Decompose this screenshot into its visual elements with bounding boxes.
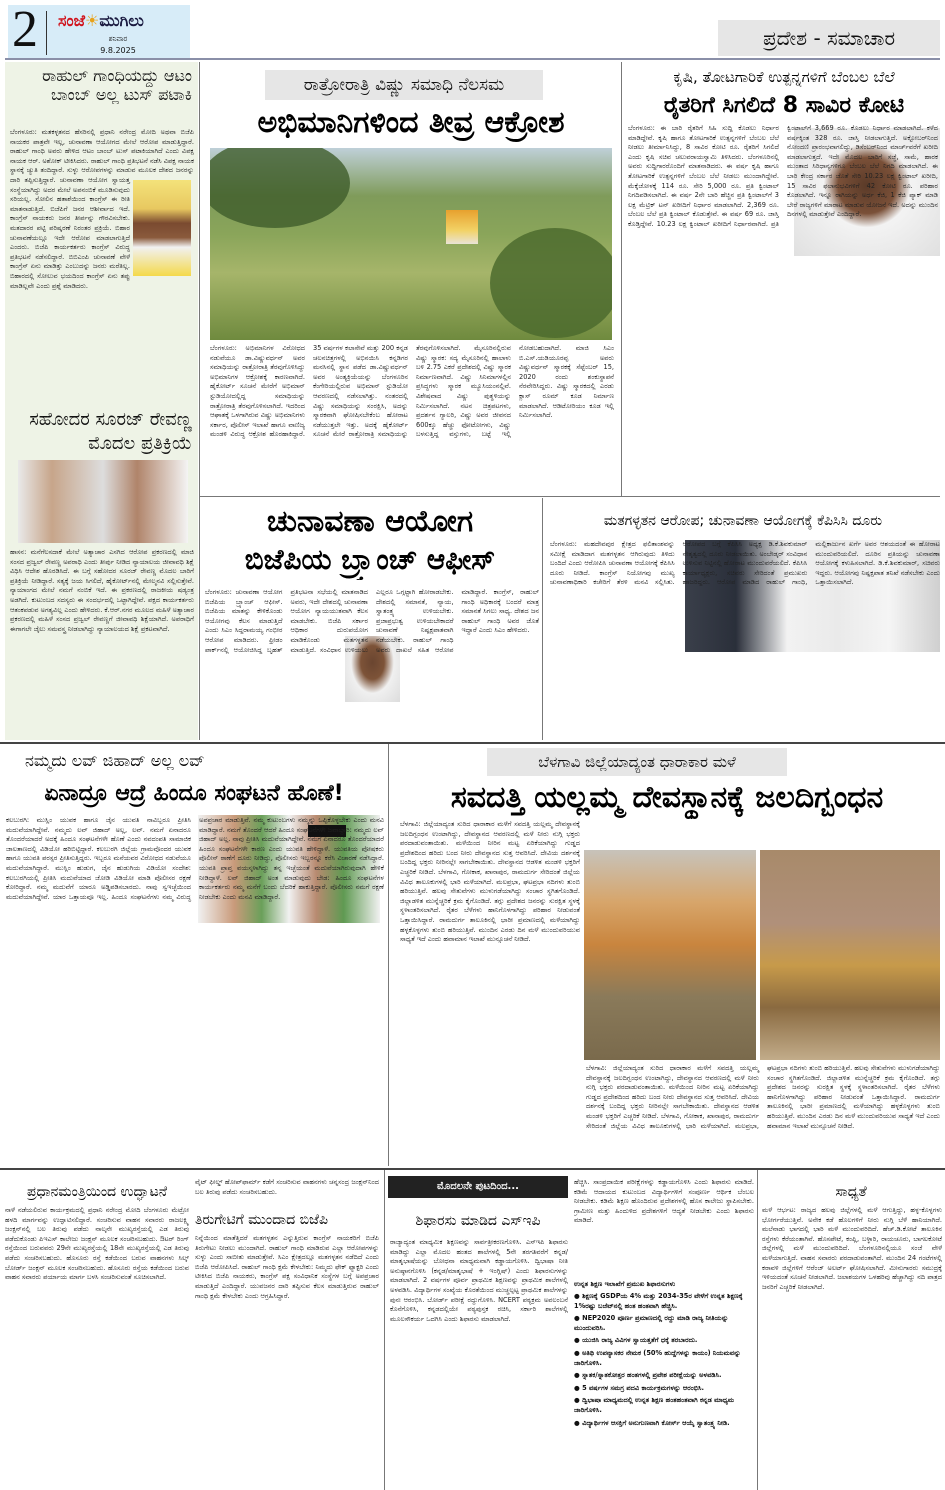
suraj-body: ಹಾಸನ: ಮನೆಗೆಲಸದಾಕೆ ಮೇಲೆ ಅತ್ಯಾಚಾರ ಎಸಗಿದ ಆರೋಪ ಪ್ರಕರಣದಲ್ಲಿ ಮಾಜಿ ಸಂಸದ ಪ್ರಜ್ವಲ್ ರೇವಣ್ಣ ಅಪರಾಧಿ ಎಂದು ತೀರ್ಪು ನೀಡಿದ ನ್ಯಾಯಾಲಯ ಜೀವಾವಧಿ ಶಿಕ್ಷೆ ವಿಧಿಸಿ ಆದೇಶ ಹೊರಡಿಸಿದೆ. ಈ ಬಗ್ಗೆ ಸಹೋದರ ಸೂರಜ್ ರೇವಣ್ಣ ಮೊದಲ ಬಾರಿಗೆ ಪ್ರತಿಕ್ರಿಯೆ ನೀಡಿದ್ದಾರೆ. ಸತ್ಯಕ್ಕೆ ಜಯ ಸಿಗಲಿದೆ, ಹೈಕೋರ್ಟ್‌ನಲ್ಲಿ ಮೇಲ್ಮನವಿ ಸಲ್ಲಿಸುತ್ತೇವೆ. ನ್ಯಾಯಾಂಗದ ಮೇಲೆ ನಮಗೆ ನಂಬಿಕೆ ಇದೆ. ಈ ಪ್ರಕರಣದಲ್ಲಿ ರಾಜಕೀಯ ಷಡ್ಯಂತ್ರ ಅಡಗಿದೆ. ಕುಟುಂಬದ ಸದಸ್ಯರು ಈ ಸಂದರ್ಭದಲ್ಲಿ ಒಟ್ಟಾಗಿದ್ದೇವೆ. ಪಕ್ಷದ ಕಾರ್ಯಕರ್ತರು ಆತಂಕಪಡುವ ಅಗತ್ಯವಿಲ್ಲ ಎಂದು ಹೇಳಿದರು. ಕೆ.ಆರ್.ನಗರ ಮೂಲದ ಮಹಿಳೆ ಅತ್ಯಾಚಾರ ಪ್ರಕರಣದಲ್ಲಿ ಮಹಿಳೆ ಸಂಸದ ಪ್ರಜ್ವಲ್ ರೇವಣ್ಣಗೆ ಜೀವಾವಧಿ ಶಿಕ್ಷೆಯಾಗಿದೆ. ಅಪರಾಧಿಗೆ ಈಗಾಗಲೇ ಜೈಲು ಸಮವಸ್ತ್ರ ನೀಡಲಾಗಿದ್ದು ನ್ಯಾಯಾಲಯದ ಶಿಕ್ಷೆ ಪ್ರಕಟವಾಗಿದೆ. [10,548,194,633]
memorial-structure [446,210,478,244]
flood-water-photo [760,850,940,1060]
kpcc-headline: ಮತಗಳ್ಳತನ ಆರೋಪ; ಚುನಾವಣಾ ಆಯೋಗಕ್ಕೆ ಕೆಪಿಸಿಸಿ ದೂರು [603,513,883,529]
election-headline-1: ಚುನಾವಣಾ ಆಯೋಗ [266,504,474,539]
rain-body: ಮಳೆ ಆರ್ಭಟ: ರಾಜ್ಯದ ಹಲವು ಜಿಲ್ಲೆಗಳಲ್ಲಿ ಮಳೆ ಆಗುತ್ತಿದ್ದು, ಹಳ್ಳ-ಕೊಳ್ಳಗಳು ಭೋರ್ಗರೆಯುತ್ತಿವೆ. ಅನೇಕ ಕಡೆ ಹೊಲಗಳಿಗೆ ನೀರು ನುಗ್ಗಿ ಬೆಳೆ ಹಾನಿಯಾಗಿದೆ. ಮಲೆನಾಡು ಭಾಗದಲ್ಲಿ ಭಾರಿ ಮಳೆ ಮುಂದುವರಿದಿದೆ. ಹೆಚ್.ಡಿ.ಕೋಟೆ ತಾಲೂಕಿನ ರಸ್ತೆಗಳು ಕೆರೆಯಂತಾಗಿವೆ. ಹೊಸಪೇಟೆ, ಕಂಪ್ಲಿ, ಬಳ್ಳಾರಿ, ರಾಯಚೂರು, ಬಾಗಲಕೋಟೆ ಜಿಲ್ಲೆಗಳಲ್ಲಿ ಮಳೆ ಮುಂದುವರಿದಿದೆ. ಬೆಂಗಳೂರಿನಲ್ಲಿಯೂ ಸಂಜೆ ವೇಳೆ ಮಳೆಯಾಗುತ್ತಿದೆ. ವಾಹನ ಸವಾರರು ಪರದಾಡುವಂತಾಗಿದೆ. ಮುಂದಿನ 24 ಗಂಟೆಗಳಲ್ಲಿ ಕರಾವಳಿ ಜಿಲ್ಲೆಗಳಿಗೆ ಆರೆಂಜ್ ಅಲರ್ಟ್ ಘೋಷಿಸಲಾಗಿದೆ. ಮೀನುಗಾರರು ಸಮುದ್ರಕ್ಕೆ ಇಳಿಯದಂತೆ ಸೂಚನೆ ನೀಡಲಾಗಿದೆ. ಜಲಾಶಯಗಳ ಒಳಹರಿವು ಹೆಚ್ಚಾಗಿದ್ದು ನದಿ ಪಾತ್ರದ ಜನರಿಗೆ ಎಚ್ಚರಿಕೆ ನೀಡಲಾಗಿದೆ. [762,1206,942,1291]
savadatti-body: ಬೆಳಗಾವಿ: ಜಿಲ್ಲೆಯಾದ್ಯಂತ ಸುರಿದ ಧಾರಾಕಾರ ಮಳೆಗೆ ಸವದತ್ತಿ ಯಲ್ಲಮ್ಮ ದೇವಸ್ಥಾನಕ್ಕೆ ಜಲದಿಗ್ಬಂಧನ ಉಂಟಾಗಿದ್ದು, ದೇವಸ್ಥಾನದ ಆವರಣದಲ್ಲಿ ಮಳೆ ನೀರು ನುಗ್ಗಿ ಭಕ್ತರು ಪರದಾಡುವಂತಾಯಿತು. ಮಳೆಯಿಂದ ನೀರಿನ ಮಟ್ಟ ಏರಿಕೆಯಾಗಿದ್ದು ಗುಡ್ಡದ ಪ್ರದೇಶದಿಂದ ಹರಿದು ಬಂದ ನೀರು ದೇವಸ್ಥಾನದ ಸುತ್ತ ಆವರಿಸಿದೆ. ದೇವಿಯ ದರ್ಶನಕ್ಕೆ ಬಂದಿದ್ದ ಭಕ್ತರು ನೀರಿನಲ್ಲೇ ಸಾಗಬೇಕಾಯಿತು. ದೇವಸ್ಥಾನದ ಆಡಳಿತ ಮಂಡಳಿ ಭಕ್ತರಿಗೆ ಎಚ್ಚರಿಕೆ ನೀಡಿದೆ. ಬೆಳಗಾವಿ, ಗೋಕಾಕ, ಖಾನಾಪುರ, ರಾಮದುರ್ಗ ಸೇರಿದಂತೆ ಜಿಲ್ಲೆಯ ವಿವಿಧ ತಾಲೂಕುಗಳಲ್ಲಿ ಭಾರಿ ಮಳೆಯಾಗಿದೆ. ಮಲಪ್ರಭಾ, ಘಟಪ್ರಭಾ ನದಿಗಳು ತುಂಬಿ ಹರಿಯುತ್ತಿವೆ. ಹಲವು ಸೇತುವೆಗಳು ಮುಳುಗಡೆಯಾಗಿದ್ದು ಸಂಚಾರ ಸ್ಥಗಿತಗೊಂಡಿದೆ. ಜಿಲ್ಲಾಡಳಿತ ಮುನ್ನೆಚ್ಚರಿಕೆ ಕ್ರಮ ಕೈಗೊಂಡಿದೆ. ತಗ್ಗು ಪ್ರದೇಶದ ಜನರನ್ನು ಸುರಕ್ಷಿತ ಸ್ಥಳಕ್ಕೆ ಸ್ಥಳಾಂತರಿಸಲಾಗಿದೆ. ರೈತರ ಬೆಳೆಗಳು ಹಾನಿಗೊಳಗಾಗಿದ್ದು ಪರಿಹಾರ ನೀಡುವಂತೆ ಒತ್ತಾಯಿಸಿದ್ದಾರೆ. ರಾಮದುರ್ಗ ತಾಲೂಕಿನಲ್ಲಿ ಭಾರೀ ಪ್ರಮಾಣದಲ್ಲಿ ಮಳೆಯಾಗಿದ್ದು ಹಳ್ಳಕೊಳ್ಳಗಳು ತುಂಬಿ ಹರಿಯುತ್ತಿವೆ. ಮುಂದಿನ ಎರಡು ದಿನ ಮಳೆ ಮುಂದುವರಿಯುವ ಸಾಧ್ಯತೆ ಇದೆ ಎಂದು ಹವಾಮಾನ ಇಲಾಖೆ ಮುನ್ಸೂಚನೆ ನೀಡಿದೆ. [400,820,580,944]
love-kicker: ನಮ್ಮದು ಲವ್ ಜಿಹಾದ್ ಅಲ್ಲ ಲವ್ [25,751,205,770]
pm-headline: ಪ್ರಧಾನಮಂತ್ರಿಯಿಂದ ಉದ್ಘಾಟನೆ [26,1184,168,1200]
paper-name [58,11,144,31]
masthead-divider [46,11,47,55]
bullet-text: ಸ್ನಾತಕ/ಸ್ನಾತಕೋತ್ತರ ಹಂತಗಳಲ್ಲಿ ಪ್ರವೇಶ ಪರೀಕ್ಷೆಯನ್ನು ಅಳವಡಿಸಿ. [582,1371,722,1380]
bullet-text: ದ್ವಿಭಾಷಾ ಮಾಧ್ಯಮದಲ್ಲಿ ಉನ್ನತ ಶಿಕ್ಷಣ ಹಂತಹಂತವಾಗಿ ಕನ್ನಡ ಮಾಧ್ಯಮ ಜಾರಿಗೊಳಿಸಿ. [574,1396,735,1414]
continued-banner: ಮೊದಲನೇ ಪುಟದಿಂದ... [388,1176,568,1198]
bullet-text: ಯುಜಿಸಿ ರಾಜ್ಯ ವಿವಿಗಳ ಸ್ವಾಯತ್ತತೆಗೆ ಧಕ್ಕೆ ತರಬಾರದು. [582,1336,698,1345]
farmers-body: ಬೆಂಗಳೂರು: ಈ ಬಾರಿ ರೈತರಿಗೆ ಸಿಹಿ ಸುದ್ದಿ ಕೊಡಲು ನಿರ್ಧಾರ ಮಾಡಿದ್ದೇವೆ. ಕೃಷಿ ಹಾಗೂ ತೋಟಗಾರಿಕೆ ಉತ್ಪನ್ನಗಳಿಗೆ ಬೆಂಬಲ ಬೆಲೆ ನೀಡಲು ತೀರ್ಮಾನಿಸಿದ್ದು, 8 ಸಾವಿರ ಕೋಟಿ ರೂ. ರೈತರಿಗೆ ಸಿಗಲಿದೆ ಎಂದು ಕೃಷಿ ಸಚಿವ ಚಲುವರಾಯಸ್ವಾಮಿ ತಿಳಿಸಿದರು. ಬೆಂಗಳೂರಿನಲ್ಲಿ ಅವರು ಸುದ್ದಿಗಾರರೊಂದಿಗೆ ಮಾತನಾಡಿದರು. ಈ ವರ್ಷ ಕೃಷಿ ಹಾಗೂ ತೋಟಗಾರಿಕೆ ಉತ್ಪನ್ನಗಳಿಗೆ ಬೆಂಬಲ ಬೆಲೆ ನೀಡಲು ಮುಂದಾಗಿದ್ದೇವೆ. ಮೆಕ್ಕೆಜೋಳಕ್ಕೆ 114 ರೂ. ಸೇರಿ 5,000 ರೂ. ಪ್ರತಿ ಕ್ವಿಂಟಾಲ್ ನಿಗದಿಪಡಿಸಲಾಗಿದೆ. ಈ ವರ್ಷ 2ನೇ ಬಾರಿ ಹೆಚ್ಚಿನ ಪ್ರತಿ ಕ್ವಿಂಟಾಲ್‌ಗೆ 3 ಲಕ್ಷ ಮೆಟ್ರಿಕ್ ಟನ್ ಖರೀದಿಗೆ ನಿರ್ಧಾರ ಮಾಡಲಾಗಿದೆ. 2,369 ರೂ. ಬೆಂಬಲ ಬೆಲೆ ಪ್ರತಿ ಕ್ವಿಂಟಾಲ್ ಕೊಡುತ್ತೇವೆ. ಈ ವರ್ಷ 69 ರೂ. ಜಾಸ್ತಿ ಕೊಡ್ತಿದ್ದೇವೆ. 10.23 ಲಕ್ಷ ಕ್ವಿಂಟಾಲ್ ಖರೀದಿಗೆ ನಿರ್ಧಾರವಾಗಿದೆ. ಪ್ರತಿ ಕ್ವಿಂಟಾಲ್‌ಗೆ 3,669 ರೂ. ಕೊಡಲು ನಿರ್ಧಾರ ಮಾಡಲಾಗಿದೆ. ಕಳೆದ ವರ್ಷಕ್ಕಿಂತ 328 ರೂ. ಜಾಸ್ತಿ ನೀಡಲಾಗುತ್ತಿದೆ. ಅಕ್ಟೋಬರ್‌ನಿಂದ ನೋಂದಣಿ ಪ್ರಾರಂಭವಾಗಲಿದ್ದು, ಡಿಸೆಂಬರ್‌ನಿಂದ ಮಾರ್ಚ್‌ವರೆಗೆ ಖರೀದಿ ಮಾಡಲಾಗುತ್ತದೆ. ಇದೇ ಮೊದಲ ಬಾರಿಗೆ ಸಜ್ಜೆ, ಸಾಮೆ, ಹಾರಕ ಮುಂತಾದ ಸಿರಿಧಾನ್ಯಗಳಿಗೂ ಬೆಂಬಲ ಬೆಲೆ ನಿಗದಿ ಮಾಡಲಾಗಿದೆ. ಈ ಬಾರಿ ಕೇಂದ್ರ ಸರ್ಕಾರ ಜೊತೆ ಸೇರಿ 10.23 ಲಕ್ಷ ಕ್ವಿಂಟಾಲ್ ಖರೀದಿ, 15 ಸಾವಿರ ಫಲಾನುಭವಿಗಳಿಗೆ 42 ಕೋಟಿ ರೂ. ಪರಿಹಾರ ಕೊಡಲಾಗಿದೆ. ಇನ್ನೂ ರಾಗಿಯನ್ನು ಅರ್ಧ ಕೆಜಿ, 1 ಕೆಜಿ ಪ್ಯಾಕ್ ಮಾಡಿ ಬೇರೆ ರಾಜ್ಯಗಳಿಗೆ ಮಾರಾಟ ಮಾಡುವ ಯೋಜನೆ ಇದೆ. ಅದನ್ನು ಮುಂದಿನ ದಿನಗಳಲ್ಲಿ ಮಾಡುತ್ತೇವೆ ಎಂದಿದ್ದಾರೆ. [628,124,938,228]
bjp-lead: ವೈಟ್ ಫೀಲ್ಡ್ ಹೋಪ್‌ಫಾರ್ಮ್ ಕಡೆಗೆ ಸಂಚರಿಸುವ ವಾಹನಗಳು ಚನ್ನಸಂದ್ರ ಜಂಕ್ಷನ್‌ನಿಂದ ಬಲ ತಿರುವು ಪಡೆದು ಸಂಚರಿಸಬಹುದು. [195,1178,379,1196]
pm-body: ನಾಳೆ ನಡೆಯಲಿರುವ ಕಾರ್ಯಕ್ರಮದಲ್ಲಿ ಪ್ರಧಾನಿ ನರೇಂದ್ರ ಮೋದಿ ಬೆಂಗಳೂರು ಮೆಟ್ರೋ ಹಳದಿ ಮಾರ್ಗವನ್ನು ಉದ್ಘಾಟಿಸಲಿದ್ದಾರೆ. ಸಂಚರಿಸುವ ವಾಹನ ಸವಾರರು ರಾಜಲಕ್ಷ್ಮಿ ಜಂಕ್ಷನ್‌ನಲ್ಲಿ ಬಲ ತಿರುವು ಪಡೆದು ನಾಲ್ಕನೇ ಮುಖ್ಯರಸ್ತೆಯಲ್ಲಿ ಎಡ ತಿರುವು ಪಡೆದುಕೊಂಡು ಪಿಇಎಸ್ ಕಾಲೇಜು ಜಂಕ್ಷನ್ ಮೂಲಕ ಸಂಚರಿಸಬಹುದು. ಔಟರ್ ರಿಂಗ್ ರಸ್ತೆಯಿಂದ ಬರುವವರು 29ನೇ ಮುಖ್ಯರಸ್ತೆಯಲ್ಲಿ 18ನೇ ಮುಖ್ಯರಸ್ತೆಯಲ್ಲಿ ಎಡ ತಿರುವು ಪಡೆದು ಸಂಚರಿಸಬಹುದು. ಹೊಸೂರು ರಸ್ತೆ ಕಡೆಯಿಂದ ಬರುವ ವಾಹನಗಳು ಸಿಲ್ಕ್ ಬೋರ್ಡ್ ಜಂಕ್ಷನ್ ಮೂಲಕ ಸಂಚರಿಸಬಹುದು. ಹೊಸೂರು ರಸ್ತೆಯ ಕಡೆಯಿಂದ ಬರುವ ವಾಹನ ಸವಾರರು ಪರ್ಯಾಯ ಮಾರ್ಗ ಬಳಸಿ ಸಂಚರಿಸುವಂತೆ ಸೂಚಿಸಲಾಗಿದೆ. [5,1206,189,1282]
col-divider [542,498,543,740]
page-number: 2 [12,1,38,58]
revanna-brothers-photo [18,460,188,543]
love-body: ಕಲಬುರಗಿ: ಮುಸ್ಲಿಂ ಯುವಕ ಹಾಗೂ ಜೈನ ಯುವತಿ ನಾವಿಬ್ಬರೂ ಪ್ರೀತಿಸಿ ಮದುವೆಯಾಗಿದ್ದೇವೆ. ನಮ್ಮದು ಲವ್ ಜಿಹಾದ್ ಅಲ್ಲ, ಲವ್. ನಮಗೆ ಏನಾದರೂ ತೊಂದರೆಯಾದರೆ ಅದಕ್ಕೆ ಹಿಂದೂ ಸಂಘಟನೆಗಳೇ ಹೊಣೆ ಎಂದು ನವದಂಪತಿ ಸಾಮಾಜಿಕ ಜಾಲತಾಣದಲ್ಲಿ ವಿಡಿಯೋ ಹರಿಬಿಟ್ಟಿದ್ದಾರೆ. ಕಲಬುರಗಿ ಜಿಲ್ಲೆಯ ಗ್ರಾಮವೊಂದರ ಯುವಕ ಹಾಗೂ ಯುವತಿ ಪರಸ್ಪರ ಪ್ರೀತಿಸುತ್ತಿದ್ದರು. ಇಬ್ಬರೂ ಮನೆಯವರ ವಿರೋಧದ ನಡುವೆಯೂ ಮದುವೆಯಾಗಿದ್ದಾರೆ. ಮುಸ್ಲಿಂ ಹುಡುಗ, ಜೈನ ಹುಡುಗಿಯ ವಿಡಿಯೋ ಸಂದೇಶ: ಕಲಬುರಗಿಯಲ್ಲಿ ಪ್ರೀತಿಸಿ ಮದುವೆಯಾದ ಜೋಡಿ ವಿಡಿಯೋ ಮಾಡಿ ಪೊಲೀಸರ ರಕ್ಷಣೆ ಕೋರಿದ್ದಾರೆ. ನಮ್ಮ ಮದುವೆಗೆ ಯಾರೂ ಅಡ್ಡಿಪಡಿಸಬಾರದು. ನಾವು ಸ್ವಇಚ್ಛೆಯಿಂದ ಮದುವೆಯಾಗಿದ್ದೇವೆ. ಯಾರ ಒತ್ತಾಯವೂ ಇಲ್ಲ. ಹಿಂದೂ ಸಂಘಟನೆಗಳು ನಮ್ಮ ವಿರುದ್ಧ ಅಪಪ್ರಚಾರ ಮಾಡುತ್ತಿವೆ. ನಮ್ಮ ಕುಟುಂಬಗಳು ನಮ್ಮನ್ನು ಒಪ್ಪಿಕೊಳ್ಳಬೇಕು ಎಂದು ಮನವಿ ಮಾಡಿದ್ದಾರೆ. ನಮಗೆ ತೊಂದರೆ ಆದರೆ ಹಿಂದೂ ಸಂಘಟನೆಗಳೇ ಜವಾಬ್ದಾರಿ: ನಮ್ಮದು ಲವ್ ಜಿಹಾದ್ ಅಲ್ಲ. ನಾವು ಪ್ರೀತಿಸಿ ಮದುವೆಯಾಗಿದ್ದೇವೆ. ನಮಗೆ ಏನಾದರೂ ತೊಂದರೆಯಾದರೆ ಹಿಂದೂ ಸಂಘಟನೆಗಳೇ ಕಾರಣ ಎಂದು ಯುವತಿ ಹೇಳಿದ್ದಾಳೆ. ಯುವತಿಯ ಪೋಷಕರು ಪೊಲೀಸ್ ಠಾಣೆಗೆ ದೂರು ನೀಡಿದ್ದು, ಪೊಲೀಸರು ಇಬ್ಬರನ್ನೂ ಕರೆಸಿ ವಿಚಾರಣೆ ನಡೆಸಿದ್ದಾರೆ. ಯುವತಿ ಪ್ರಾಪ್ತ ವಯಸ್ಕಳಾಗಿದ್ದು ತನ್ನ ಇಚ್ಛೆಯಂತೆ ಮದುವೆಯಾಗಿರುವುದಾಗಿ ಹೇಳಿಕೆ ನೀಡಿದ್ದಾಳೆ. ಲವ್ ಜಿಹಾದ್ ಅಂತ ಮಾಡುವುದು ಬೇಡ: ಹಿಂದೂ ಸಂಘಟನೆಗಳ ಕಾರ್ಯಕರ್ತರು ನಮ್ಮ ಮನೆಗೆ ಬಂದು ಬೆದರಿಕೆ ಹಾಕುತ್ತಿದ್ದಾರೆ. ಪೊಲೀಸರು ನಮಗೆ ರಕ್ಷಣೆ ನೀಡಬೇಕು ಎಂದು ಮನವಿ ಮಾಡಿದ್ದಾರೆ. [6,816,384,901]
edu-bullet: ● ಶಿಕ್ಷಣಕ್ಕೆ GSDPಯ 4% ಮತ್ತು 2034-35ರ ವೇಳೆಗೆ ಉನ್ನತ ಶಿಕ್ಷಣಕ್ಕೆ 1%ರಷ್ಟು ಬಜೆಟ್‌ನಲ್ಲಿ ಹಂತ ಹಂತವಾಗಿ ಹೆಚ್ಚಿಸಿ. [574,1292,743,1310]
edu-bullet: ● ದ್ವಿಭಾಷಾ ಮಾಧ್ಯಮದಲ್ಲಿ ಉನ್ನತ ಶಿಕ್ಷಣ ಹಂತಹಂತವಾಗಿ ಕನ್ನಡ ಮಾಧ್ಯಮ ಜಾರಿಗೊಳಿಸಿ. [574,1396,735,1414]
savadatti-kicker: ಬೆಳಗಾವಿ ಜಿಲ್ಲೆಯಾದ್ಯಂತ ಧಾರಾಕಾರ ಮಳೆ [487,748,787,776]
col-divider [384,1170,385,1490]
edu-bullet-list [574,1292,754,1488]
edu-bullet: ● ಸ್ನಾತಕ/ಸ್ನಾತಕೋತ್ತರ ಹಂತಗಳಲ್ಲಿ ಪ್ರವೇಶ ಪರೀಕ್ಷೆಯನ್ನು ಅಳವಡಿಸಿ. [574,1371,722,1380]
edu-body: ಹೆಚ್ಚಿಸಿ. ಸಾಂಪ್ರದಾಯಿಕ ಪರೀಕ್ಷೆಗಳನ್ನು ಕಡ್ಡಾಯಗೊಳಿಸಿ ಎಂದು ಶಿಫಾರಸು ಮಾಡಿದೆ. ಕಡಿಮೆ ಆದಾಯದ ಕುಟುಂಬದ ವಿದ್ಯಾರ್ಥಿಗಳಿಗೆ ಸಂಪೂರ್ಣ ಆರ್ಥಿಕ ಬೆಂಬಲ ನೀಡಬೇಕು. ಕಡಿಮೆ ಶಿಕ್ಷಣ ಹೊಂದಿರುವ ಪ್ರದೇಶಗಳಲ್ಲಿ ಹೊಸ ಕಾಲೇಜು ಸ್ಥಾಪಿಸಬೇಕು. ಗ್ರಾಮೀಣ ಮತ್ತು ಹಿಂದುಳಿದ ಪ್ರದೇಶಗಳಿಗೆ ಆದ್ಯತೆ ನೀಡಬೇಕು ಎಂದು ಶಿಫಾರಸು ಮಾಡಿದೆ. [574,1178,754,1225]
election-body: ಬೆಂಗಳೂರು: ಚುನಾವಣಾ ಆಯೋಗ ಬಿಜೆಪಿಯ ಬ್ರ್ಯಾಂಚ್ ಆಫೀಸ್. ಬಿಜೆಪಿಯ ಮಾತನ್ನು ಕೇಳಿಕೊಂಡು ಆಯೋಗವು ಕೆಲಸ ಮಾಡುತ್ತಿದೆ ಎಂದು ಸಿಎಂ ಸಿದ್ದರಾಮಯ್ಯ ಗಂಭೀರ ಆರೋಪ ಮಾಡಿದರು. ಫ್ರೀಡಂ ಪಾರ್ಕ್‌ನಲ್ಲಿ ಆಯೋಜಿಸಿದ್ದ ಬೃಹತ್ ಪ್ರತಿಭಟನಾ ಸಭೆಯಲ್ಲಿ ಮಾತನಾಡಿದ ಅವರು, ಇದೇ ದೇಶದಲ್ಲಿ ಚುನಾವಣಾ ಆಯೋಗ ನ್ಯಾಯಯುತವಾಗಿ ಕೆಲಸ ಮಾಡಬೇಕು. ಬಿಜೆಪಿ ಸರ್ಕಾರ ಆಧಿಕಾರ ದುರುಪಯೋಗ ಮಾಡಿಕೊಂಡು ಮತಗಳ್ಳತನ ಮಾಡುತ್ತಿದೆ. ಸಂವಿಧಾನ ಉಳಿಯಲು ಎಲ್ಲರೂ ಒಗ್ಗಟ್ಟಾಗಿ ಹೋರಾಡಬೇಕು. ದೇಶದಲ್ಲಿ ಸಮಾನತೆ, ನ್ಯಾಯ, ಸ್ವಾತಂತ್ರ್ಯ ಉಳಿಯಬೇಕು. ಪ್ರಜಾಪ್ರಭುತ್ವ ಉಳಿಯಬೇಕಾದರೆ ಚುನಾವಣೆ ನಿಷ್ಪಕ್ಷಪಾತವಾಗಿ ನಡೆಯಬೇಕು. ರಾಹುಲ್ ಗಾಂಧಿ ಅವರು ದಾಖಲೆ ಸಹಿತ ಆರೋಪ ಮಾಡಿದ್ದಾರೆ. ಕಾಂಗ್ರೆಸ್, ರಾಹುಲ್ ಗಾಂಧಿ ಅಧಿಕಾರಕ್ಕೆ ಬಂದರೆ ಮಾತ್ರ ಸಮಾನತೆ ಸಿಗಲು ಸಾಧ್ಯ. ದೇಶದ ಜನ ರಾಹುಲ್ ಗಾಂಧಿ ಅವರ ಜೊತೆ ಇದ್ದಾರೆ ಎಂದು ಸಿಎಂ ಹೇಳಿದರು. [205,588,539,654]
masthead-day: ಶನಿವಾರ [108,35,128,43]
section-rule [0,742,945,744]
sep-body: ರಾಜ್ಯಾದ್ಯಂತ ಮಾಧ್ಯಮಿಕ ಶಿಕ್ಷಣವನ್ನು ಸಾರ್ವತ್ರೀಕರಣಗೊಳಿಸಿ. ಎಸ್‌ಇಪಿ ಶಿಫಾರಸು ಮಾಡಿದ್ದು ಎಲ್ಲಾ ಮೊದಲ ಹಂತದ ಶಾಲೆಗಳಲ್ಲಿ 5ನೇ ತರಗತಿವರೆಗೆ ಕನ್ನಡ/ಮಾತೃಭಾಷೆಯನ್ನು ಬೋಧನಾ ಮಾಧ್ಯಮವಾಗಿ ಕಡ್ಡಾಯಗೊಳಿಸಿ. ದ್ವಿಭಾಷಾ ನೀತಿ ಅನುಷ್ಠಾನಗೊಳಿಸಿ (ಕನ್ನಡ/ಮಾತೃಭಾಷೆ + ಇಂಗ್ಲಿಷ್) ಎಂದು ಶಿಫಾರಸುಗಳನ್ನು ಮಾಡಲಾಗಿದೆ. 2 ವರ್ಷಗಳ ಪೂರ್ವ ಪ್ರಾಥಮಿಕ ಶಿಕ್ಷಣವನ್ನು ಪ್ರಾಥಮಿಕ ಶಾಲೆಗಳಲ್ಲಿ ಅಳವಡಿಸಿ. ವಿದ್ಯಾರ್ಥಿಗಳ ಸಂಖ್ಯೆಯ ಕೊರತೆಯಿಂದ ಮುಚ್ಚಲ್ಪಟ್ಟ ಪ್ರಾಥಮಿಕ ಶಾಲೆಗಳನ್ನು ಪುನಃ ಆರಂಭಿಸಿ. ಬೋರ್ಡ್ ಪರೀಕ್ಷೆ ರದ್ದುಗೊಳಿಸಿ. NCERT ಪಠ್ಯಕ್ರಮ ಅವಲಂಬನೆ ಕೊನೆಗೊಳಿಸಿ, ಕನ್ನಡದಲ್ಲಿಯೇ ಪಠ್ಯಪುಸ್ತಕ ರಚಿಸಿ, ಸರ್ಕಾರಿ ಶಾಲೆಗಳಲ್ಲಿ ಮೂಲಸೌಕರ್ಯ ಒದಗಿಸಿ ಎಂದು ಶಿಫಾರಸು ಮಾಡಲಾಗಿದೆ. [390,1238,568,1323]
sep-headline: ಶಿಫಾರಸು ಮಾಡಿದ ಎಸ್‌ಇಪಿ [415,1213,541,1229]
rahul-headline: ರಾಹುಲ್ ಗಾಂಧಿಯದ್ದು ಆಟಂ ಬಾಂಬ್ ಅಲ್ಲ ಟುಸ್ ಪಟಾಕಿ [42,66,192,104]
col-divider [621,62,622,496]
bottom-rule [0,1168,945,1170]
bullet-text: ವಿದ್ಯಾರ್ಥಿಗಳ ಆಸಕ್ತಿಗೆ ಅನುಗುಣವಾಗಿ ಕೋರ್ಸ್ ಆಯ್ಕೆ ಸ್ವಾತಂತ್ರ್ಯ ನೀಡಿ. [582,1418,730,1427]
suraj-headline: ಸಹೋದರ ಸೂರಜ್ ರೇವಣ್ಣ ಮೊದಲ ಪ್ರತಿಕ್ರಿಯೆ [29,409,192,454]
love-headline: ಏನಾದ್ರೂ ಆದ್ರೆ ಹಿಂದೂ ಸಂಘಟನೆ ಹೊಣೆ! [44,781,344,806]
mid-rule [200,496,940,497]
edu-bullet: ● NEP2020 ಪೂರ್ಣ ಪ್ರಮಾಣದಲ್ಲಿ ರದ್ದು ಮಾಡಿ ರಾಜ್ಯ ನೀತಿಯನ್ನು ಮುಂದುವರಿಸಿ. [574,1314,729,1332]
temple-flood-photo [584,850,756,1060]
bullet-text: ಅತಿಥಿ ಉಪನ್ಯಾಸಕರ ನೇಮಕ (50% ಹುದ್ದೆಗಳನ್ನು ಕಾಯಂ) ನಿಯಮವನ್ನು ಜಾರಿಗೊಳಿಸಿ. [574,1348,741,1367]
vishnu-memorial-photo [210,148,612,340]
edu-bullet: ● 5 ವರ್ಷಗಳ ಸಮಗ್ರ ಪದವಿ ಕಾರ್ಯಕ್ರಮಗಳನ್ನು ಆರಂಭಿಸಿ. [574,1383,705,1392]
savadatti-headline: ಸವದತ್ತಿ ಯಲ್ಲಮ್ಮ ದೇವಸ್ಥಾನಕ್ಕೆ ಜಲದಿಗ್ಬಂಧನ [450,780,884,815]
masthead-date: 9.8.2025 [100,46,136,55]
farmers-kicker: ಕೃಷಿ, ತೋಟಗಾರಿಕೆ ಉತ್ಪನ್ನಗಳಿಗೆ ಬೆಂಬಲ ಬೆಲೆ [673,68,895,86]
ashok-photo [133,180,191,276]
tree-left [210,148,350,228]
header-rule [5,58,940,60]
rahul-body: ಬೆಂಗಳೂರು: ಮತಕಳ್ಳತನದ ಹೆಸರಿನಲ್ಲಿ ಪ್ರಧಾನಿ ನರೇಂದ್ರ ಮೋದಿ ಅಥವಾ ಬಿಜೆಪಿ ನಾಯಕರ ಪಾತ್ರವೇ ಇಲ್ಲ, ಚುನಾವಣಾ ಆಯೋಗದ ಮೇಲೆ ಆರೋಪ ಮಾಡುತ್ತಿದ್ದಾರೆ. ರಾಹುಲ್ ಗಾಂಧಿ ಅವರು ಹೇಳಿದ ಆಟಂ ಬಾಂಬ್ ಟುಸ್ ಪಟಾಕಿಯಾಗಿದೆ ಎಂದು ವಿಪಕ್ಷ ನಾಯಕ ಆರ್. ಅಶೋಕ್ ಟೀಕಿಸಿದರು. ರಾಹುಲ್ ಗಾಂಧಿ ಪ್ರತಿಭಟನೆ ನಡೆಸಿ ವಿಪಕ್ಷ ನಾಯಕ ಸ್ಥಾನಕ್ಕೆ ಚ್ಯುತಿ ತಂದಿದ್ದಾರೆ. ಸುಳ್ಳು ಆರೋಪಗಳನ್ನು ಮಾಡುವ ಮೂಲಕ ದೇಶದ ಜನರನ್ನು ದಾರಿ ತಪ್ಪಿಸುತ್ತಿದ್ದಾರೆ. ಚುನಾವಣಾ ಆಯೋಗ ಸ್ವಾಯತ್ತ ಸಂಸ್ಥೆಯಾಗಿದ್ದು ಅದರ ಮೇಲೆ ಅಪನಂಬಿಕೆ ಮೂಡಿಸುವುದು ಸರಿಯಲ್ಲ. ಸೋಲಿನ ಹತಾಶೆಯಿಂದ ಕಾಂಗ್ರೆಸ್ ಈ ರೀತಿ ಮಾತನಾಡುತ್ತಿದೆ. ಬಿಜೆಪಿಗೆ ಜನರ ಆಶೀರ್ವಾದ ಇದೆ. ಕಾಂಗ್ರೆಸ್ ನಾಯಕರು ಜನರ ತೀರ್ಪನ್ನು ಗೌರವಿಸಬೇಕು. ಮತದಾರರ ಪಟ್ಟಿ ಪರಿಷ್ಕರಣೆ ನಿರಂತರ ಪ್ರಕ್ರಿಯೆ. ಬಿಹಾರ ಚುನಾವಣೆಯಲ್ಲೂ ಇದೇ ಆರೋಪ ಮಾಡಲಾಗುತ್ತಿದೆ ಎಂದರು. ಬಿಜೆಪಿ ಕಾರ್ಯಕರ್ತರು ಕಾಂಗ್ರೆಸ್ ವಿರುದ್ಧ ಪ್ರತಿಭಟನೆ ನಡೆಸಲಿದ್ದಾರೆ. ಬಿಬಿಎಂಪಿ ಚುನಾವಣೆ ವೇಳೆ ಕಾಂಗ್ರೆಸ್ ಏನು ಮಾಡಿತ್ತು ಎಂಬುದನ್ನು ಜನರು ಮರೆತಿಲ್ಲ. ಬಿಹಾರದಲ್ಲಿ ಸೋಲುವ ಭಯದಿಂದ ಕಾಂಗ್ರೆಸ್ ಏನು ತಪ್ಪು ಮಾಡಿಲ್ಲವೇ ಎಂದು ಪ್ರಶ್ನೆ ಮಾಡಿದರು. [10,128,194,290]
sun-palm-icon: ☀ [84,11,100,30]
section-tag: ಪ್ರದೇಶ - ಸಮಾಚಾರ [718,20,940,56]
bjp-headline: ತಿರುಗೇಟಿಗೆ ಮುಂದಾದ ಬಿಜೆಪಿ [195,1212,328,1228]
bullet-text: 5 ವರ್ಷಗಳ ಸಮಗ್ರ ಪದವಿ ಕಾರ್ಯಕ್ರಮಗಳನ್ನು ಆರಂಭಿಸಿ. [582,1383,705,1392]
col-divider [388,744,389,1166]
masthead [8,1,190,59]
election-headline-2: ಬಿಜೆಪಿಯ ಬ್ರ್ಯಾಂಚ್ ಆಫೀಸ್ [244,543,496,576]
vishnu-kicker: ರಾತ್ರೋರಾತ್ರಿ ವಿಷ್ಣು ಸಮಾಧಿ ನೆಲಸಮ [265,70,543,100]
edu-subhead: ಉನ್ನತ ಶಿಕ್ಷಣ ಇಲಾಖೆಗೆ ಪ್ರಮುಖ ಶಿಫಾರಸುಗಳು [574,1280,676,1288]
vishnu-body: ಬೆಂಗಳೂರು: ಅಭಿಮಾನಿಗಳ ವಿರೋಧದ ನಡುವೆಯೂ ಡಾ.ವಿಷ್ಣುವರ್ಧನ್ ಅವರ ಸಮಾಧಿಯನ್ನು ರಾತ್ರೋರಾತ್ರಿ ತೆರವುಗೊಳಿಸಿದ್ದು ಅಭಿಮಾನಿಗಳ ಆಕ್ರೋಶಕ್ಕೆ ಕಾರಣವಾಗಿದೆ. ಹೈಕೋರ್ಟ್ ಸೂಚನೆ ಮೇರೆಗೆ ಅಭಿಮಾನ್ ಸ್ಟುಡಿಯೋದಲ್ಲಿದ್ದ ಸಮಾಧಿಯನ್ನು ರಾತ್ರೋರಾತ್ರಿ ತೆರವುಗೊಳಿಸಲಾಗಿದೆ. ಇದರಿಂದ ಆಘಾತಕ್ಕೆ ಒಳಗಾಗಿರುವ ವಿಷ್ಣು ಅಭಿಮಾನಿಗಳು ಸರ್ಕಾರ, ಪೊಲೀಸ್ ಇಲಾಖೆ ಹಾಗೂ ವಾಣಿಜ್ಯ ಮಂಡಳಿ ವಿರುದ್ಧ ಆಕ್ರೋಶ ಹೊರಹಾಕಿದ್ದಾರೆ. 35 ವರ್ಷಗಳ ಕಲಾಸೇವೆ ಮತ್ತು 200 ಕನ್ನಡ ಚಲನಚಿತ್ರಗಳಲ್ಲಿ ಅಭಿನಯಿಸಿ ಕನ್ನಡಿಗರ ಮನಸಿನಲ್ಲಿ ಸ್ಥಾನ ಪಡೆದ ಡಾ.ವಿಷ್ಣುವರ್ಧನ್ ಅವರ ಅಂತ್ಯಕ್ರಿಯೆಯನ್ನು ಬೆಂಗಳೂರಿನ ಕೆಂಗೇರಿಯಲ್ಲಿರುವ ಅಭಿಮಾನ್ ಸ್ಟುಡಿಯೋ ಆವರಣದಲ್ಲಿ ನಡೆಸಲಾಗಿತ್ತು. ನಂತರದಲ್ಲಿ ವಿಷ್ಣು ಸಮಾಧಿಯನ್ನು ಸಂರಕ್ಷಿಸಿ, ಅದನ್ನು ಸ್ಮಾರಕವಾಗಿ ಘೋಷಿಸಬೇಕೆಂಬ ಹೋರಾಟ ನಡೆಯುತ್ತಲೇ ಇತ್ತು. ಅದಕ್ಕೆ ಹೈಕೋರ್ಟ್ ಸೂಚನೆ ಮೇರೆ ರಾತ್ರೋರಾತ್ರಿ ಸಮಾಧಿಯನ್ನು ತೆರವುಗೊಳಿಸಲಾಗಿದೆ. ಮೈಸೂರಿನಲ್ಲಿರುವ ವಿಷ್ಣು ಸ್ಮಾರಕ: ಸದ್ಯ ಮೈಸೂರಿನಲ್ಲಿ ಹಾಲಾಳು ಬಳಿ 2.75 ಎಕರೆ ಪ್ರದೇಶದಲ್ಲಿ ವಿಷ್ಣು ಸ್ಮಾರಕ ನಿರ್ಮಾಣವಾಗಿದೆ. ವಿಷ್ಣು ಸಿನಿಮಾಗಳಲ್ಲಿನ ಪ್ರಸಿದ್ಧಗಳು ಸ್ಮಾರಕ ಮ್ಯೂಸಿಯಂನಲ್ಲಿವೆ. ವಿಶೇಷವಾದ ವಿಷ್ಣು ಪುತ್ಥಳಿಯನ್ನು ನಿರ್ಮಿಸಲಾಗಿದೆ. ನಟನ ಚಿತ್ರಪಟಗಳು, ಪ್ರದರ್ಶನ ಗ್ಯಾಲರಿ, ವಿಷ್ಣು ಅವರ ಜೀವನದ 600ಕ್ಕೂ ಹೆಚ್ಚು ಫೋಟೋಗಳು, ವಿಷ್ಣು ಬಳಸುತ್ತಿದ್ದ ವಸ್ತುಗಳು, ಬಟ್ಟೆ ಇಲ್ಲಿ ನೋಡಬಹುದಾಗಿದೆ. ಮಾಜಿ ಸಿಎಂ ಬಿ.ಎಸ್.ಯಡಿಯೂರಪ್ಪ ಅವರು ವಿಷ್ಣುವರ್ಧನ್ ಸ್ಮಾರಕಕ್ಕೆ ಸೆಪ್ಟೆಂಬರ್ 15, 2020 ರಂದು ಶಂಕುಸ್ಥಾಪನೆ ನೆರವೇರಿಸಿದ್ದರು. ವಿಷ್ಣು ಸ್ಮಾರಕದಲ್ಲಿ ಎರಡು ಕ್ಲಾಸ್ ರೂಮ್ ಕೂಡ ನಿರ್ಮಾಣ ಮಾಡಲಾಗಿದೆ. ಆಡಿಟೋರಿಯಂ ಕೂಡ ಇಲ್ಲಿ ನಿರ್ಮಿಸಲಾಗಿದೆ. [210,344,614,439]
edu-bullet: ● ಅತಿಥಿ ಉಪನ್ಯಾಸಕರ ನೇಮಕ (50% ಹುದ್ದೆಗಳನ್ನು ಕಾಯಂ) ನಿಯಮವನ್ನು ಜಾರಿಗೊಳಿಸಿ. [574,1348,741,1367]
bullet-text: ಶಿಕ್ಷಣಕ್ಕೆ GSDPಯ 4% ಮತ್ತು 2034-35ರ ವೇಳೆಗೆ ಉನ್ನತ ಶಿಕ್ಷಣಕ್ಕೆ 1%ರಷ್ಟು ಬಜೆಟ್‌ನಲ್ಲಿ ಹಂತ ಹಂತವಾಗಿ ಹೆಚ್ಚಿಸಿ. [574,1292,743,1310]
vishnu-headline: ಅಭಿಮಾನಿಗಳಿಂದ ತೀವ್ರ ಆಕ್ರೋಶ [257,105,565,140]
paper-name-red: ಸಂಜೆ [58,11,85,30]
rain-headline: ಸಾಧ್ಯತೆ [835,1184,867,1200]
bullet-text: NEP2020 ಪೂರ್ಣ ಪ್ರಮಾಣದಲ್ಲಿ ರದ್ದು ಮಾಡಿ ರಾಜ್ಯ ನೀತಿಯನ್ನು ಮುಂದುವರಿಸಿ. [574,1314,729,1332]
edu-bullet: ● ಯುಜಿಸಿ ರಾಜ್ಯ ವಿವಿಗಳ ಸ್ವಾಯತ್ತತೆಗೆ ಧಕ್ಕೆ ತರಬಾರದು. [574,1336,698,1345]
col-divider [757,1170,758,1490]
edu-bullet: ● ವಿದ್ಯಾರ್ಥಿಗಳ ಆಸಕ್ತಿಗೆ ಅನುಗುಣವಾಗಿ ಕೋರ್ಸ್ ಆಯ್ಕೆ ಸ್ವಾತಂತ್ರ್ಯ ನೀಡಿ. [574,1418,730,1427]
tree-right [490,228,612,338]
farmers-headline: ರೈತರಿಗೆ ಸಿಗಲಿದೆ 8 ಸಾವಿರ ಕೋಟಿ [663,93,905,118]
kpcc-body: ಬೆಂಗಳೂರು: ಮಹದೇವಪುರ ಕ್ಷೇತ್ರದ ಫಲಿತಾಂಶವನ್ನು ಸಮೀಕ್ಷೆ ಮಾಡಿದಾಗ ಮತಗಳ್ಳತನ ಆಗಿರುವುದು ತಿಳಿದು ಬಂದಿದೆ ಎಂದು ಆರೋಪಿಸಿ ಚುನಾವಣಾ ಆಯೋಗಕ್ಕೆ ಕೆಪಿಸಿಸಿ ದೂರು ನೀಡಿದೆ. ಕಾಂಗ್ರೆಸ್ ನಿಯೋಗವು ಮುಖ್ಯ ಚುನಾವಣಾಧಿಕಾರಿ ಕಚೇರಿಗೆ ತೆರಳಿ ಮನವಿ ಸಲ್ಲಿಸಿತು. ಆರೋಪದ ಬಗ್ಗೆ ಕೆಪಿಸಿಸಿ ಅಧ್ಯಕ್ಷ ಡಿ.ಕೆ.ಶಿವಕುಮಾರ್ ನೇತೃತ್ವದಲ್ಲಿ ದೂರು ನೀಡಲಾಯಿತು. ಅಂಬೇಡ್ಕರ್ ಸಂವಿಧಾನ ಉಳಿಸುವ ನಿಟ್ಟಿನಲ್ಲಿ ಹೋರಾಟ ಮುಂದುವರೆಯಲಿದೆ. ಕೆಪಿಸಿಸಿ ಕಾರ್ಯಾಧ್ಯಕ್ಷರು, ಸಚಿವರು ಸೇರಿದಂತೆ ಪ್ರಮುಖರು ಹಾಜರಿದ್ದರು. ಆರೋಪ ಮಾಡಿದ ರಾಹುಲ್ ಗಾಂಧಿ, ಮಲ್ಲಿಕಾರ್ಜುನ ಖರ್ಗೆ ಅವರ ಆಶಯದಂತೆ ಈ ಹೋರಾಟ ಮುಂದುವರಿಯಲಿದೆ. ದೂರಿನ ಪ್ರತಿಯನ್ನು ಚುನಾವಣಾ ಆಯೋಗಕ್ಕೆ ಕಳುಹಿಸಲಾಗಿದೆ. ಡಿ.ಕೆ.ಶಿವಕುಮಾರ್, ಸಚಿವರು ಇದ್ದರು. ಆಯೋಗವು ನಿಷ್ಪಕ್ಷಪಾತ ತನಿಖೆ ನಡೆಸಬೇಕು ಎಂದು ಒತ್ತಾಯಿಸಲಾಗಿದೆ. [550,540,940,587]
col-divider [199,62,200,740]
savadatti-body-cont: ಬೆಳಗಾವಿ: ಜಿಲ್ಲೆಯಾದ್ಯಂತ ಸುರಿದ ಧಾರಾಕಾರ ಮಳೆಗೆ ಸವದತ್ತಿ ಯಲ್ಲಮ್ಮ ದೇವಸ್ಥಾನಕ್ಕೆ ಜಲದಿಗ್ಬಂಧನ ಉಂಟಾಗಿದ್ದು, ದೇವಸ್ಥಾನದ ಆವರಣದಲ್ಲಿ ಮಳೆ ನೀರು ನುಗ್ಗಿ ಭಕ್ತರು ಪರದಾಡುವಂತಾಯಿತು. ಮಳೆಯಿಂದ ನೀರಿನ ಮಟ್ಟ ಏರಿಕೆಯಾಗಿದ್ದು ಗುಡ್ಡದ ಪ್ರದೇಶದಿಂದ ಹರಿದು ಬಂದ ನೀರು ದೇವಸ್ಥಾನದ ಸುತ್ತ ಆವರಿಸಿದೆ. ದೇವಿಯ ದರ್ಶನಕ್ಕೆ ಬಂದಿದ್ದ ಭಕ್ತರು ನೀರಿನಲ್ಲೇ ಸಾಗಬೇಕಾಯಿತು. ದೇವಸ್ಥಾನದ ಆಡಳಿತ ಮಂಡಳಿ ಭಕ್ತರಿಗೆ ಎಚ್ಚರಿಕೆ ನೀಡಿದೆ. ಬೆಳಗಾವಿ, ಗೋಕಾಕ, ಖಾನಾಪುರ, ರಾಮದುರ್ಗ ಸೇರಿದಂತೆ ಜಿಲ್ಲೆಯ ವಿವಿಧ ತಾಲೂಕುಗಳಲ್ಲಿ ಭಾರಿ ಮಳೆಯಾಗಿದೆ. ಮಲಪ್ರಭಾ, ಘಟಪ್ರಭಾ ನದಿಗಳು ತುಂಬಿ ಹರಿಯುತ್ತಿವೆ. ಹಲವು ಸೇತುವೆಗಳು ಮುಳುಗಡೆಯಾಗಿದ್ದು ಸಂಚಾರ ಸ್ಥಗಿತಗೊಂಡಿದೆ. ಜಿಲ್ಲಾಡಳಿತ ಮುನ್ನೆಚ್ಚರಿಕೆ ಕ್ರಮ ಕೈಗೊಂಡಿದೆ. ತಗ್ಗು ಪ್ರದೇಶದ ಜನರನ್ನು ಸುರಕ್ಷಿತ ಸ್ಥಳಕ್ಕೆ ಸ್ಥಳಾಂತರಿಸಲಾಗಿದೆ. ರೈತರ ಬೆಳೆಗಳು ಹಾನಿಗೊಳಗಾಗಿದ್ದು ಪರಿಹಾರ ನೀಡುವಂತೆ ಒತ್ತಾಯಿಸಿದ್ದಾರೆ. ರಾಮದುರ್ಗ ತಾಲೂಕಿನಲ್ಲಿ ಭಾರೀ ಪ್ರಮಾಣದಲ್ಲಿ ಮಳೆಯಾಗಿದ್ದು ಹಳ್ಳಕೊಳ್ಳಗಳು ತುಂಬಿ ಹರಿಯುತ್ತಿವೆ. ಮುಂದಿನ ಎರಡು ದಿನ ಮಳೆ ಮುಂದುವರಿಯುವ ಸಾಧ್ಯತೆ ಇದೆ ಎಂದು ಹವಾಮಾನ ಇಲಾಖೆ ಮುನ್ಸೂಚನೆ ನೀಡಿದೆ. [586,1064,940,1130]
bjp-body: ನಿನ್ನೆಯಿಂದ ಮಾತೆತ್ತಿದರೆ ಮತಗಳ್ಳತನ ಎನ್ನುತ್ತಿರುವ ಕಾಂಗ್ರೆಸ್ ನಾಯಕರಿಗೆ ಬಿಜೆಪಿ ತಿರುಗೇಟು ನೀಡಲು ಮುಂದಾಗಿದೆ. ರಾಹುಲ್ ಗಾಂಧಿ ಮಾಡಿರುವ ಎಲ್ಲಾ ಆರೋಪಗಳನ್ನು ಸುಳ್ಳು ಎಂದು ಸಾಬೀತು ಮಾಡುತ್ತೇವೆ. ಸಿಎಂ ಕ್ಷೇತ್ರದಲ್ಲೂ ಮತಗಳ್ಳತನ ನಡೆದಿದೆ ಎಂದು ಬಿಜೆಪಿ ಆರೋಪಿಸಿದೆ. ರಾಹುಲ್ ಗಾಂಧಿ ಕ್ಷಮೆ ಕೇಳಬೇಕು: ನಿಮ್ಮದು ಫೇಕ್ ಫ್ಯಾಕ್ಟರಿ ಎಂದು ಟೀಕಿಸಿದ ಬಿಜೆಪಿ ನಾಯಕರು, ಕಾಂಗ್ರೆಸ್ ಪಕ್ಷ ಸಂವಿಧಾನಿಕ ಸಂಸ್ಥೆಗಳ ಬಗ್ಗೆ ಅಪಪ್ರಚಾರ ಮಾಡುತ್ತಿದೆ ಎಂದಿದ್ದಾರೆ. ಯುವಜನರ ದಾರಿ ತಪ್ಪಿಸುವ ಕೆಲಸ ಮಾಡುತ್ತಿರುವ ರಾಹುಲ್ ಗಾಂಧಿ ಕ್ಷಮೆ ಕೇಳಬೇಕು ಎಂದು ಆಗ್ರಹಿಸಿದ್ದಾರೆ. [195,1234,379,1300]
paper-name-dark: ಮುಗಿಲು [99,11,144,30]
